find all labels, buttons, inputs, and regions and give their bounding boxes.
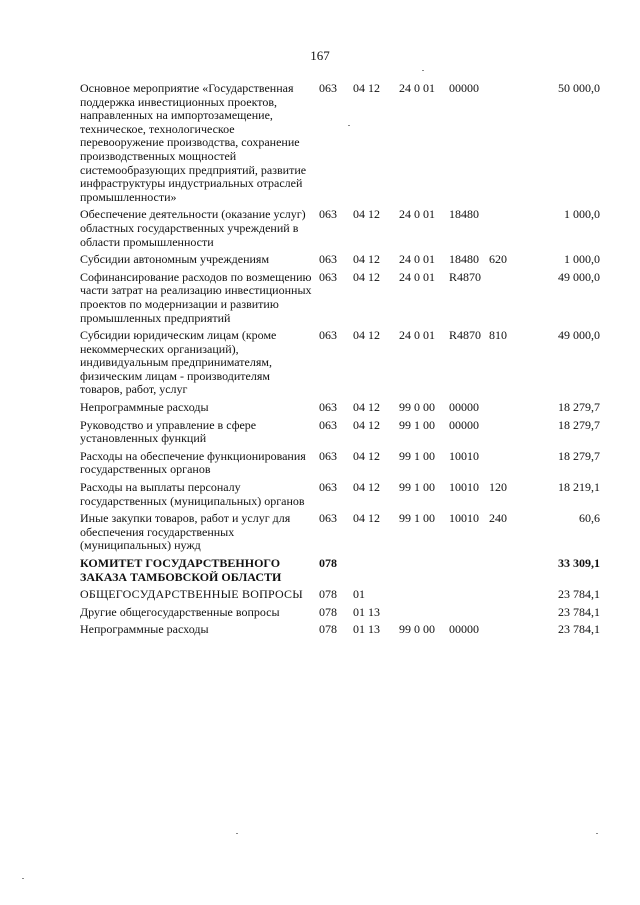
cell-ved-code: 078 <box>319 587 337 602</box>
cell-amount: 1 000,0 <box>564 207 600 222</box>
cell-program-code: 99 1 00 <box>399 417 435 432</box>
cell-program-code <box>399 557 449 588</box>
cell-section-code: 04 12 <box>353 400 380 415</box>
cell-direction-code <box>449 557 489 588</box>
table-body <box>80 82 600 641</box>
cell-amount: 18 279,7 <box>558 417 600 432</box>
cell-amount: 50 000,0 <box>558 81 600 95</box>
cell-expense-type-code <box>489 450 522 481</box>
cell-program-code: 99 0 00 <box>399 622 435 637</box>
cell-amount: 33 309,1 <box>558 556 600 570</box>
cell-program-code: 99 1 00 <box>399 511 435 526</box>
scan-speck <box>596 833 598 834</box>
cell-program-code <box>399 606 449 624</box>
table-row <box>80 606 600 624</box>
cell-amount: 49 000,0 <box>558 328 600 343</box>
cell-amount: 23 784,1 <box>558 604 600 619</box>
table-row <box>80 271 600 329</box>
table-row <box>80 623 600 641</box>
table-row <box>80 512 600 557</box>
cell-program-code: 99 0 00 <box>399 400 435 415</box>
cell-direction-code: 10010 <box>449 511 479 526</box>
cell-section-code: 04 12 <box>353 417 380 432</box>
cell-expense-type-code: 120 <box>489 480 507 495</box>
scan-speck <box>422 70 424 71</box>
cell-expense-type-code <box>489 419 522 450</box>
cell-ved-code: 063 <box>319 480 337 495</box>
cell-name: Иные закупки товаров, работ и услуг для обеспечения государственных (муниципальных) нужд <box>80 511 291 553</box>
cell-ved-code: 063 <box>319 269 337 284</box>
cell-ved-code: 063 <box>319 448 337 463</box>
cell-direction-code: 00000 <box>449 400 479 415</box>
table-row <box>80 419 600 450</box>
cell-ved-code: 078 <box>319 622 337 637</box>
cell-direction-code: 18480 <box>449 207 479 222</box>
table-row <box>80 450 600 481</box>
cell-amount: 49 000,0 <box>558 269 600 284</box>
cell-amount: 1 000,0 <box>564 252 600 267</box>
table-row <box>80 401 600 419</box>
cell-name: Обеспечение деятельности (оказание услуг) областных государственных учреждений в области промышленности <box>80 207 306 249</box>
cell-expense-type-code <box>489 208 522 253</box>
cell-ved-code: 063 <box>319 417 337 432</box>
scan-speck <box>348 125 350 126</box>
cell-ved-code: 078 <box>319 556 337 570</box>
cell-program-code: 24 0 01 <box>399 328 435 343</box>
cell-ved-code: 063 <box>319 400 337 415</box>
cell-section-code: 04 12 <box>353 252 380 267</box>
cell-expense-type-code <box>489 401 522 419</box>
cell-name: Непрограммные расходы <box>80 400 209 415</box>
cell-direction-code: 10010 <box>449 480 479 495</box>
cell-section-code: 04 12 <box>353 511 380 526</box>
cell-expense-type-code <box>489 82 522 208</box>
cell-direction-code <box>449 606 489 624</box>
cell-ved-code: 063 <box>319 328 337 343</box>
cell-section-code: 01 <box>353 587 365 602</box>
cell-expense-type-code <box>489 623 522 641</box>
cell-program-code: 24 0 01 <box>399 269 435 284</box>
cell-name: Руководство и управление в сфере установленных функций <box>80 417 257 446</box>
cell-direction-code: 00000 <box>449 417 479 432</box>
cell-section-code: 01 13 <box>353 622 380 637</box>
cell-direction-code <box>449 588 489 606</box>
budget-table <box>80 82 600 641</box>
cell-name: Основное мероприятие «Государственная поддержка инвестиционных проектов, направленных на импортозамещение, техническое, технологическое перевооружение производства, сохранение производственных мощностей системообразующих предприятий, развитие инфраструктуры индустриальных отраслей промышленности» <box>80 81 307 204</box>
scan-speck <box>236 833 238 834</box>
cell-direction-code: R4870 <box>449 328 482 343</box>
cell-direction-code: 10010 <box>449 448 479 463</box>
table-row <box>80 329 600 401</box>
cell-name: Расходы на выплаты персоналу государственных (муниципальных) органов <box>80 480 305 508</box>
cell-name: КОМИТЕТ ГОСУДАРСТВЕННОГО ЗАКАЗА ТАМБОВСКОЙ ОБЛАСТИ <box>80 556 282 584</box>
cell-section-code: 04 12 <box>353 269 380 284</box>
cell-program-code: 99 1 00 <box>399 480 435 495</box>
cell-expense-type-code: 810 <box>489 328 507 343</box>
table-row <box>80 481 600 512</box>
table-row <box>80 588 600 606</box>
cell-expense-type-code <box>489 557 522 588</box>
cell-program-code: 24 0 01 <box>399 207 435 222</box>
cell-direction-code: R4870 <box>449 269 482 284</box>
cell-name: Непрограммные расходы <box>80 622 209 637</box>
cell-ved-code: 078 <box>319 604 337 619</box>
cell-program-code <box>399 588 449 606</box>
cell-expense-type-code: 240 <box>489 511 507 526</box>
cell-name: Другие общегосударственные вопросы <box>80 604 280 619</box>
cell-name: Субсидии юридическим лицам (кроме некоммерческих организаций), индивидуальным предпринимателям, физическим лицам - производителям товаров, работ, услуг <box>80 328 277 397</box>
cell-section-code: 04 12 <box>353 480 380 495</box>
cell-expense-type-code <box>489 606 522 624</box>
cell-program-code: 24 0 01 <box>399 252 435 267</box>
cell-section-code: 01 13 <box>353 604 380 619</box>
cell-section-code: 04 12 <box>353 207 380 222</box>
cell-section-code <box>353 557 399 588</box>
cell-expense-type-code <box>489 588 522 606</box>
table-row <box>80 557 600 588</box>
table-row <box>80 253 600 271</box>
scan-speck <box>22 878 24 879</box>
cell-section-code: 04 12 <box>353 328 380 343</box>
cell-program-code: 99 1 00 <box>399 448 435 463</box>
cell-amount: 23 784,1 <box>558 587 600 602</box>
page-number: 167 <box>310 48 330 63</box>
cell-name: Расходы на обеспечение функционирования государственных органов <box>80 448 306 477</box>
cell-name: ОБЩЕГОСУДАРСТВЕННЫЕ ВОПРОСЫ <box>80 587 303 602</box>
cell-amount: 60,6 <box>579 511 600 526</box>
cell-section-code: 04 12 <box>353 81 380 95</box>
cell-expense-type-code: 620 <box>489 252 507 267</box>
cell-amount: 23 784,1 <box>558 622 600 637</box>
table-row <box>80 208 600 253</box>
table-row <box>80 82 600 208</box>
cell-amount: 18 279,7 <box>558 448 600 463</box>
cell-ved-code: 063 <box>319 81 337 95</box>
cell-ved-code: 063 <box>319 207 337 222</box>
cell-name: Субсидии автономным учреждениям <box>80 252 270 267</box>
cell-direction-code: 00000 <box>449 81 479 95</box>
cell-direction-code: 18480 <box>449 252 479 267</box>
cell-ved-code: 063 <box>319 252 337 267</box>
cell-ved-code: 063 <box>319 511 337 526</box>
cell-name: Софинансирование расходов по возмещению части затрат на реализацию инвестиционных проектов по модернизации и развитию промышленных предприятий <box>80 269 312 325</box>
cell-section-code: 04 12 <box>353 448 380 463</box>
cell-amount: 18 279,7 <box>558 400 600 415</box>
cell-program-code: 24 0 01 <box>399 81 435 95</box>
cell-amount: 18 219,1 <box>558 480 600 495</box>
cell-direction-code: 00000 <box>449 622 479 637</box>
cell-expense-type-code <box>489 271 522 329</box>
